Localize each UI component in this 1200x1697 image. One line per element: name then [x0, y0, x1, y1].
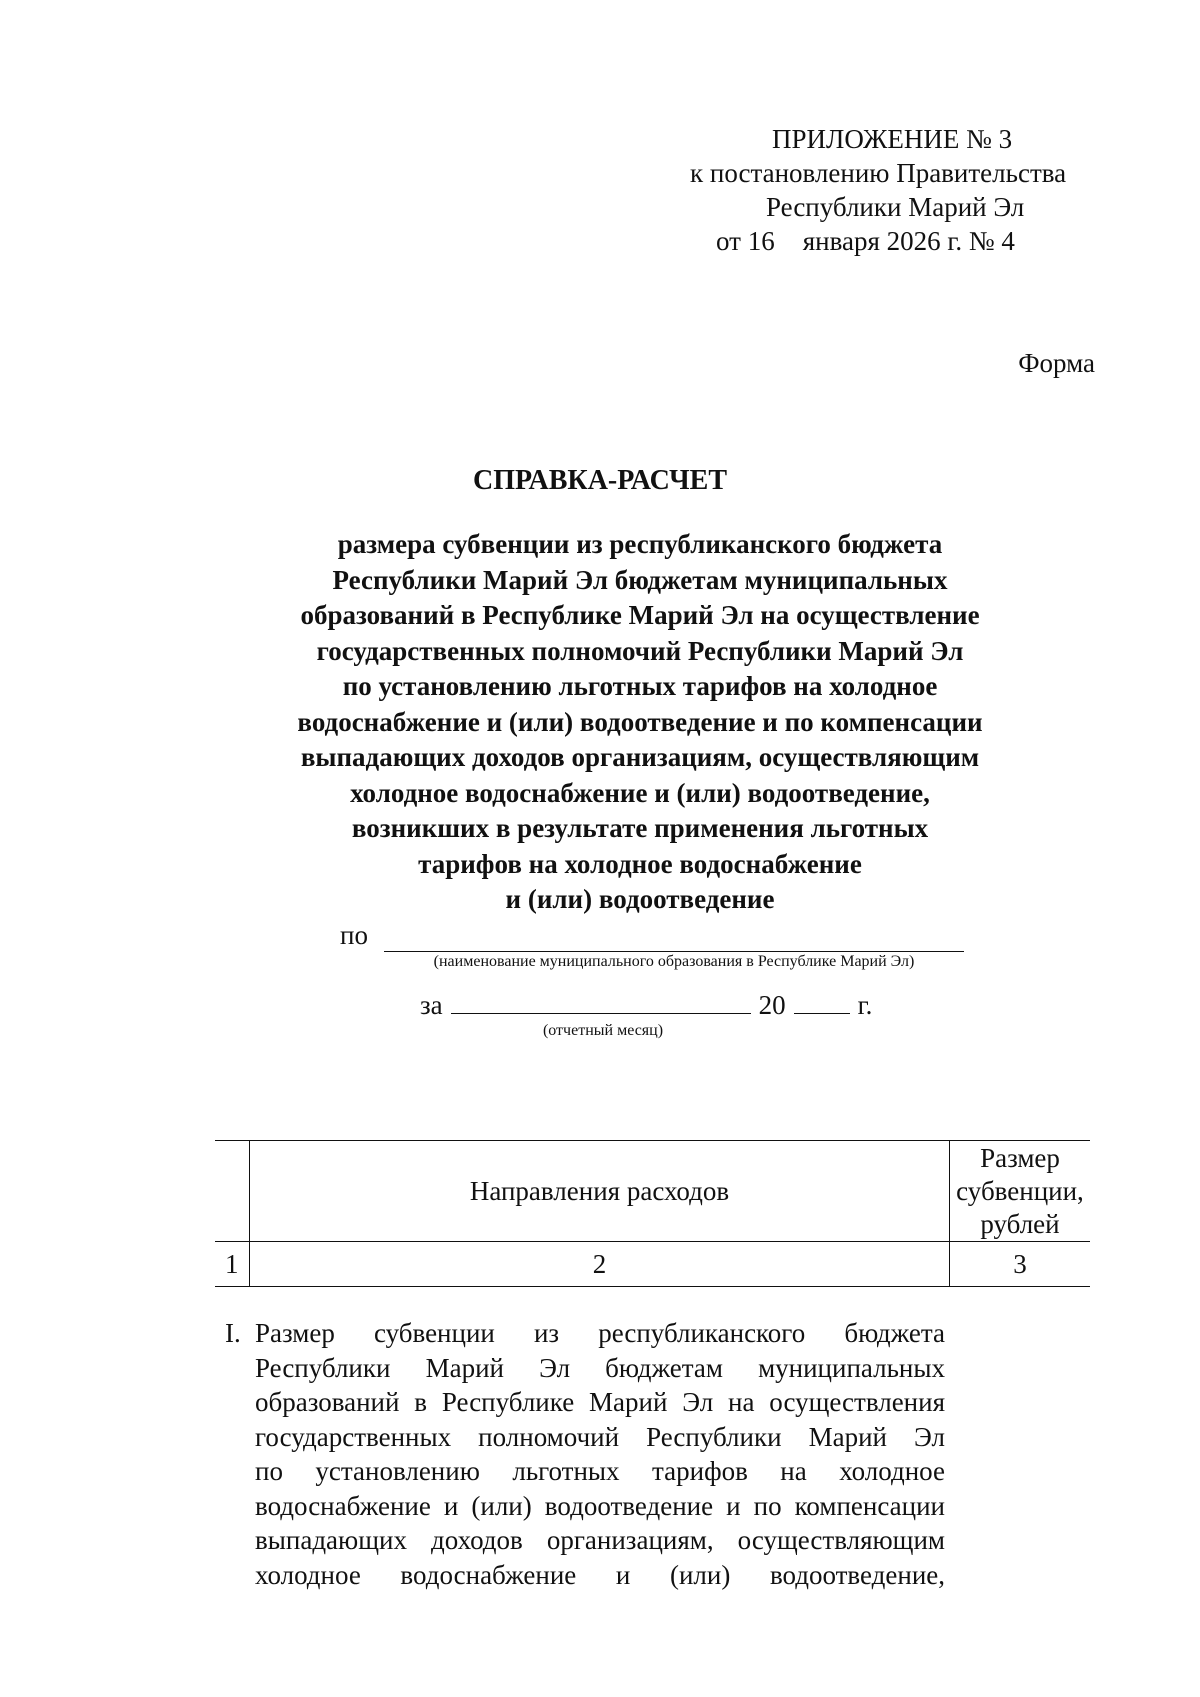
section-line: по установлению льготных тарифов на холодное: [255, 1456, 945, 1486]
section-line: государственных полномочий Республики Марий Эл: [255, 1421, 945, 1452]
section-line: образований в Республике Марий Эл на осуществления: [255, 1387, 945, 1417]
month-blank-line: [451, 991, 751, 1014]
po-label: по: [340, 920, 368, 950]
header-col-1: [215, 1141, 250, 1242]
form-label: Форма: [1018, 348, 1095, 378]
period-row: [420, 990, 872, 1021]
document-title: СПРАВКА-РАСЧЕТ: [472, 465, 728, 496]
subtitle-line: государственных полномочий Республики Марий Эл: [316, 635, 964, 666]
header-col-2: Направления расходов: [250, 1141, 950, 1242]
subtitle-line: по установлению льготных тарифов на холодное: [342, 671, 938, 701]
appendix-number: ПРИЛОЖЕНИЕ № 3: [772, 124, 1013, 154]
subtitle-line: холодное водоснабжение и (или) водоотведение,: [350, 777, 930, 808]
num-col-1: 1: [215, 1242, 250, 1287]
expense-table: [215, 1140, 1090, 1287]
appendix-header: [640, 122, 1100, 258]
date-rest: января 2026 г. № 4: [802, 226, 1015, 256]
appendix-reference: к постановлению Правительства: [690, 158, 1067, 188]
month-caption: (отчетный месяц): [542, 1022, 664, 1039]
header-col-3-line: субвенции,: [956, 1175, 1084, 1206]
table-header-row: [215, 1141, 1090, 1242]
header-col-3-line: рублей: [980, 1208, 1060, 1239]
section-line: Размер субвенции из республиканского бюджета: [255, 1318, 945, 1348]
subtitle-line: водоснабжение и (или) водоотведение и по компенсации: [297, 706, 983, 737]
za-label: за: [420, 990, 443, 1020]
subtitle-line: и (или) водоотведение: [505, 884, 775, 914]
year-suffix: г.: [857, 990, 873, 1020]
section-one: [225, 1316, 945, 1592]
subtitle-line: возникших в результате применения льготных: [351, 813, 929, 843]
section-line: водоснабжение и (или) водоотведение и по компенсации: [255, 1490, 945, 1521]
header-col-3-line: Размер: [980, 1142, 1060, 1173]
appendix-date: [640, 224, 1100, 258]
section-line: Республики Марий Эл бюджетам муниципальных: [255, 1352, 945, 1383]
document-subtitle: [250, 527, 1030, 918]
year-blank-line: [794, 991, 850, 1014]
subtitle-line: выпадающих доходов организациям, осуществляющим: [300, 742, 980, 772]
subtitle-line: размера субвенции из республиканского бюджета: [337, 529, 943, 559]
section-line: холодное водоснабжение и (или) водоотведение,: [255, 1559, 945, 1590]
date-day: 16: [747, 226, 775, 256]
section-number: I.: [225, 1318, 241, 1348]
num-col-3: 3: [950, 1242, 1091, 1287]
municipality-caption: (наименование муниципального образования в Республике Марий Эл): [433, 953, 915, 970]
table-number-row: [215, 1242, 1090, 1287]
appendix-republic: Республики Марий Эл: [766, 192, 1025, 222]
section-body: [255, 1316, 945, 1592]
subtitle-line: Республики Марий Эл бюджетам муниципальных: [332, 564, 948, 595]
municipality-blank-line: [384, 951, 964, 952]
year-prefix: 20: [758, 990, 786, 1020]
section-line: выпадающих доходов организациям, осуществляющим: [255, 1525, 945, 1555]
subtitle-line: тарифов на холодное водоснабжение: [418, 848, 862, 879]
subtitle-line: образований в Республике Марий Эл на осуществление: [300, 600, 980, 630]
date-prefix: от: [716, 226, 741, 256]
header-col-3: [950, 1141, 1091, 1242]
num-col-2: 2: [250, 1242, 950, 1287]
